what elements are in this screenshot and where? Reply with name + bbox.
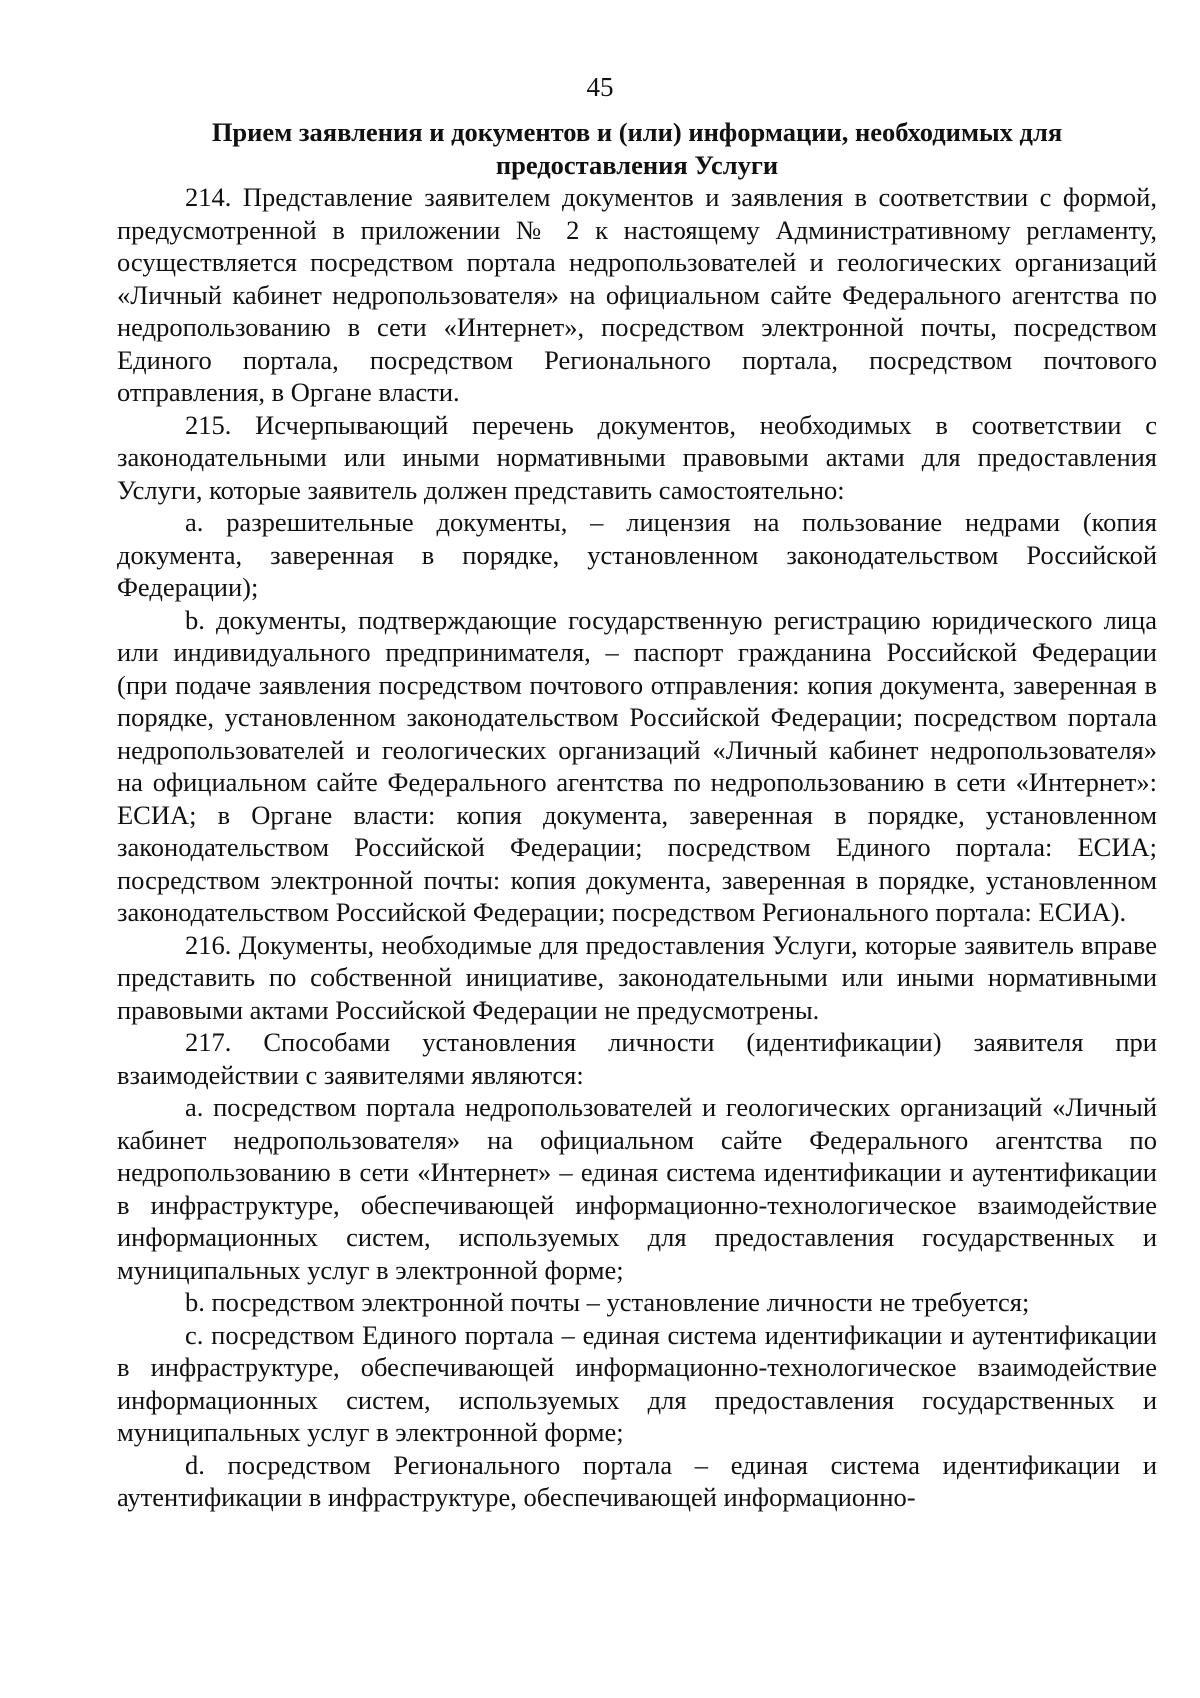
paragraph-215-item-a: a. разрешительные документы, – лицензия на пользование недрами (копия документа, заверенная в порядке, установленном законодательством Российской Федерации); xyxy=(117,507,1157,602)
document-body xyxy=(117,116,1157,1514)
paragraph-217-item-c: c. посредством Единого портала – единая система идентификации и аутентификации в инфраструктуре, обеспечивающей информационно-технологическое взаимодействие информационных систем, используемых для предоставления государственных и муниципальных услуг в электронной форме; xyxy=(117,1319,1157,1447)
paragraph-217: 217. Способами установления личности (идентификации) заявителя при взаимодействии с заявителями являются: xyxy=(117,1027,1157,1090)
paragraph-217-item-b: b. посредством электронной почты – установление личности не требуется; xyxy=(185,1287,1030,1317)
paragraph-217-item-a: a. посредством портала недропользователей и геологических организаций «Личный кабинет недропользователя» на официальном сайте Федерального агентства по недропользованию в сети «Интернет» – единая система идентификации и аутентификации в инфраструктуре, обеспечивающей информационно-технологическое взаимодействие информационных систем, используемых для предоставления государственных и муниципальных услуг в электронной форме; xyxy=(117,1092,1157,1285)
page-number: 45 xyxy=(586,72,614,102)
paragraph-217-item-d: d. посредством Регионального портала – единая система идентификации и аутентификации в инфраструктуре, обеспечивающей информационно- xyxy=(117,1449,1157,1512)
paragraph-215: 215. Исчерпывающий перечень документов, необходимых в соответствии с законодательными или иными нормативными правовыми актами для предоставления Услуги, которые заявитель должен представить самостоятельно: xyxy=(117,409,1157,505)
paragraph-214: 214. Представление заявителем документов и заявления в соответствии с формой, предусмотренной в приложении № 2 к настоящему Административному регламенту, осуществляется посредством портала недропользователей и геологических организаций «Личный кабинет недропользователя» на официальном сайте Федерального агентства по недропользованию в сети «Интернет», посредством электронной почты, посредством Единого портала, посредством Регионального портала, посредством почтового отправления, в Органе власти. xyxy=(117,182,1157,407)
paragraph-215-item-b: b. документы, подтверждающие государственную регистрацию юридического лица или индивидуального предпринимателя, – паспорт гражданина Российской Федерации (при подаче заявления посредством почтового отправления: копия документа, заверенная в порядке, установленном законодательством Российской Федерации; посредством портала недропользователей и геологических организаций «Личный кабинет недропользователя» на официальном сайте Федерального агентства по недропользованию в сети «Интернет»: ЕСИА; в Органе власти: копия документа, заверенная в порядке, установленном законодательством Российской Федерации; посредством Единого портала: ЕСИА; посредством электронной почты: копия документа, заверенная в порядке, установленном законодательством Российской Федерации; посредством Регионального портала: ЕСИА). xyxy=(117,604,1157,927)
paragraph-216: 216. Документы, необходимые для предоставления Услуги, которые заявитель вправе представить по собственной инициативе, законодательными или иными нормативными правовыми актами Российской Федерации не предусмотрены. xyxy=(117,929,1157,1025)
section-heading: Прием заявления и документов и (или) информации, необходимых для предоставления Услуги xyxy=(211,117,1063,180)
